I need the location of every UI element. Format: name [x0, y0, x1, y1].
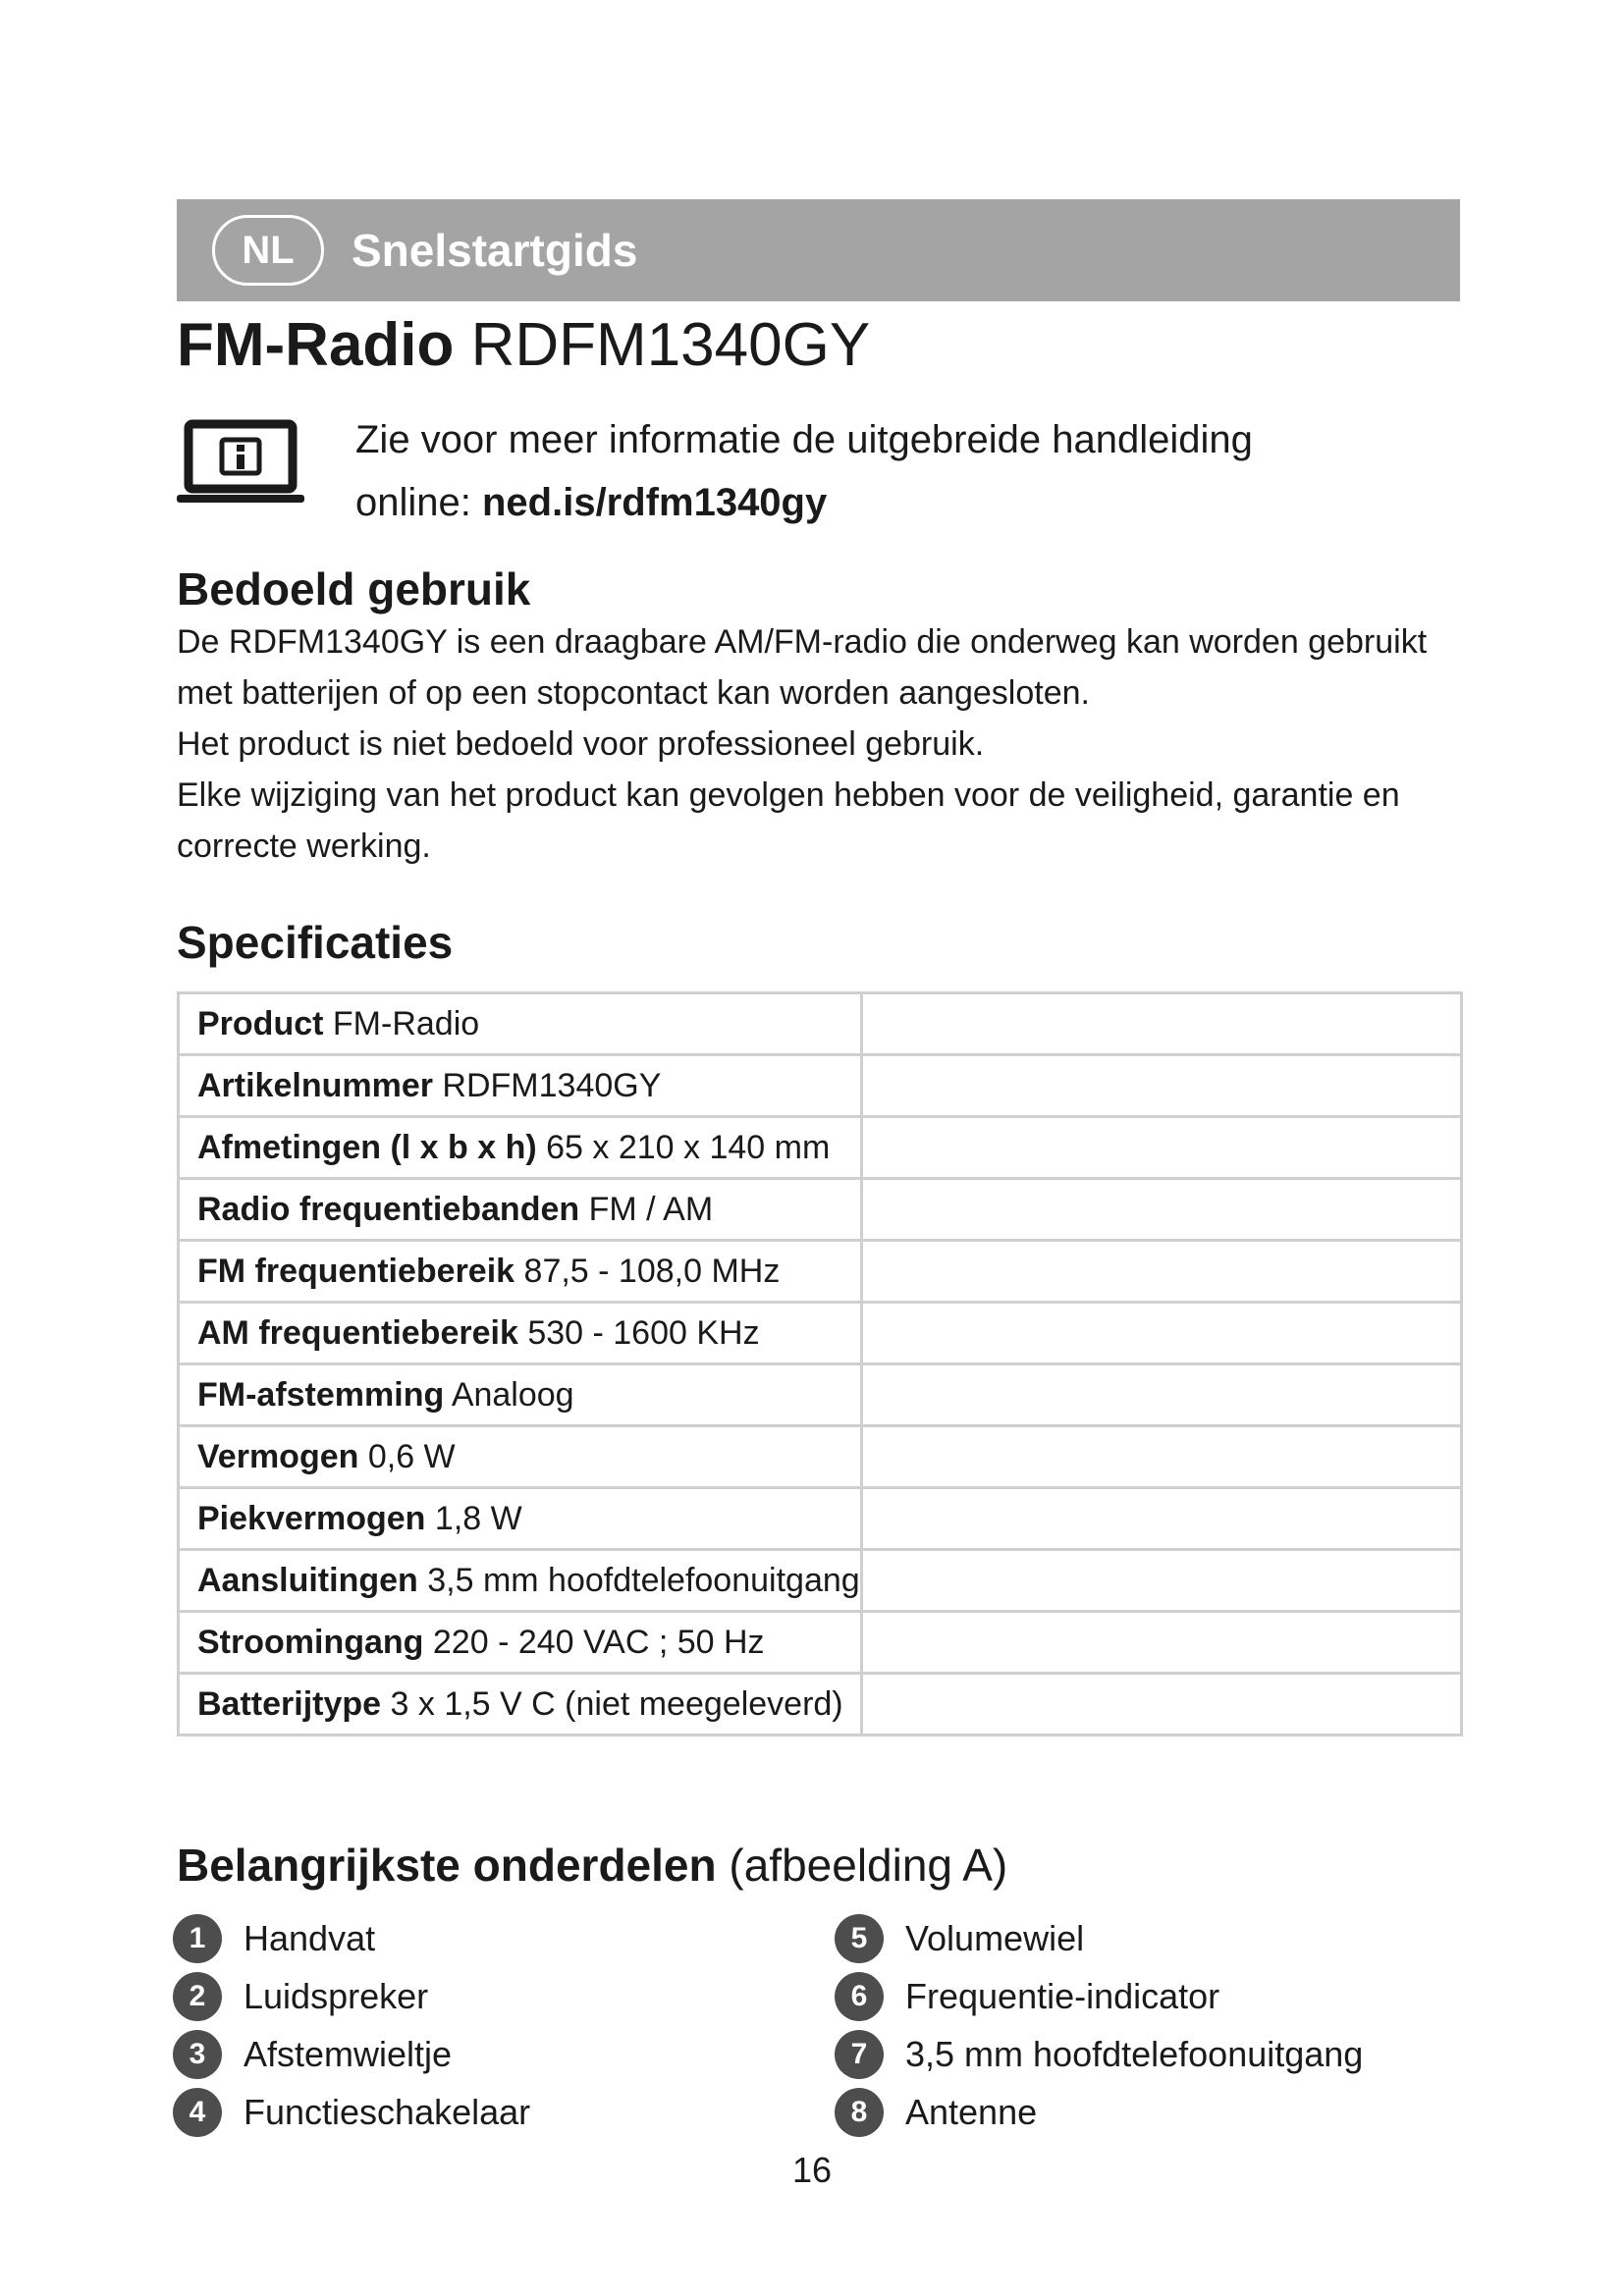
spec-value: 0,6 W	[367, 1437, 456, 1475]
main-parts-heading-rest: (afbeelding A)	[716, 1840, 1008, 1891]
part-label: Handvat	[244, 1917, 376, 1958]
spec-value: 87,5 - 108,0 MHz	[523, 1252, 781, 1290]
spec-value: 3,5 mm hoofdtelefoonuitgang	[427, 1561, 860, 1599]
part-number-badge: 4	[173, 2088, 222, 2137]
spec-label: AM frequentiebereik	[197, 1313, 518, 1352]
specifications-heading: Specificaties	[177, 917, 454, 968]
info-prefix: online:	[355, 481, 482, 524]
spec-label: Product	[197, 1004, 324, 1042]
page-number: 16	[791, 2150, 833, 2190]
spec-row	[179, 1612, 1462, 1674]
part-number-badge: 2	[173, 1972, 222, 2021]
part-number-badge: 6	[835, 1972, 884, 2021]
part-label: 3,5 mm hoofdtelefoonuitgang	[905, 2033, 1364, 2074]
spec-label: Stroomingang	[197, 1623, 424, 1661]
banner-title: Snelstartgids	[352, 225, 638, 276]
intended-use-heading: Bedoeld gebruik	[177, 563, 531, 614]
spec-label: FM-afstemming	[197, 1375, 445, 1414]
spec-row	[179, 1179, 1462, 1241]
spec-label: Vermogen	[197, 1437, 359, 1475]
spec-row	[179, 1117, 1462, 1179]
spec-value: RDFM1340GY	[442, 1066, 662, 1104]
part-label: Frequentie-indicator	[905, 1975, 1220, 2016]
header-banner	[177, 199, 1460, 301]
part-number-badge: 3	[173, 2030, 222, 2079]
spec-label: Aansluitingen	[197, 1561, 418, 1599]
list-item	[173, 2083, 530, 2141]
spec-value: FM-Radio	[332, 1004, 480, 1042]
spec-value: 65 x 210 x 140 mm	[546, 1128, 831, 1166]
spec-row	[179, 1674, 1462, 1735]
spec-row	[179, 1488, 1462, 1550]
spec-label: Afmetingen (l x b x h)	[197, 1128, 537, 1166]
spec-label: FM frequentiebereik	[197, 1252, 515, 1290]
spec-label: Batterijtype	[197, 1684, 382, 1723]
list-item	[835, 2083, 1363, 2141]
spec-row	[179, 1241, 1462, 1303]
part-label: Volumewiel	[905, 1917, 1085, 1958]
list-item	[173, 1909, 530, 1967]
info-text	[355, 408, 1253, 534]
spec-value: Analoog	[451, 1375, 574, 1414]
spec-row	[179, 993, 1462, 1055]
list-item	[173, 2025, 530, 2083]
part-number-badge: 8	[835, 2088, 884, 2137]
spec-value: FM / AM	[588, 1190, 714, 1228]
intended-use-paragraph: Het product is niet bedoeld voor professioneel gebruik.	[177, 725, 985, 763]
parts-list-left	[173, 1909, 530, 2141]
part-number-badge: 1	[173, 1914, 222, 1963]
spec-row	[179, 1550, 1462, 1612]
part-number-badge: 7	[835, 2030, 884, 2079]
specifications-table	[177, 991, 1463, 1736]
part-label: Antenne	[905, 2091, 1038, 2132]
spec-value: 220 - 240 VAC ; 50 Hz	[432, 1623, 765, 1661]
language-badge: NL	[212, 215, 324, 286]
manual-link[interactable]: ned.is/rdfm1340gy	[481, 481, 828, 524]
list-item	[835, 1909, 1363, 1967]
parts-list-right	[835, 1909, 1363, 2141]
intended-use-paragraph: Elke wijziging van het product kan gevolgen hebben voor de veiligheid, garantie en correcte werking.	[177, 776, 1400, 865]
laptop-info-icon	[177, 418, 304, 507]
main-parts-heading-bold: Belangrijkste onderdelen	[177, 1840, 717, 1891]
spec-value: 530 - 1600 KHz	[527, 1313, 760, 1352]
list-item	[835, 1967, 1363, 2025]
part-label: Luidspreker	[244, 1975, 429, 2016]
product-title	[177, 310, 870, 381]
intended-use-paragraph: De RDFM1340GY is een draagbare AM/FM-radio die onderweg kan worden gebruikt met batterijen of op een stopcontact kan worden aangesloten.	[177, 623, 1428, 712]
product-model: RDFM1340GY	[470, 311, 871, 379]
spec-row	[179, 1055, 1462, 1117]
list-item	[173, 1967, 530, 2025]
part-number-badge: 5	[835, 1914, 884, 1963]
main-parts-heading	[177, 1839, 1007, 1892]
spec-label: Piekvermogen	[197, 1499, 426, 1537]
spec-value: 3 x 1,5 V C (niet meegeleverd)	[390, 1684, 843, 1723]
spec-value: 1,8 W	[434, 1499, 522, 1537]
spec-label: Artikelnummer	[197, 1066, 433, 1104]
intended-use-text	[177, 616, 1473, 872]
spec-row	[179, 1364, 1462, 1426]
spec-label: Radio frequentiebanden	[197, 1190, 580, 1228]
info-line-1: Zie voor meer informatie de uitgebreide handleiding	[355, 418, 1253, 461]
product-name: FM-Radio	[177, 311, 455, 379]
list-item	[835, 2025, 1363, 2083]
part-label: Afstemwieltje	[244, 2033, 453, 2074]
info-line-2	[355, 471, 1253, 534]
part-label: Functieschakelaar	[244, 2091, 531, 2132]
spec-row	[179, 1303, 1462, 1364]
spec-row	[179, 1426, 1462, 1488]
